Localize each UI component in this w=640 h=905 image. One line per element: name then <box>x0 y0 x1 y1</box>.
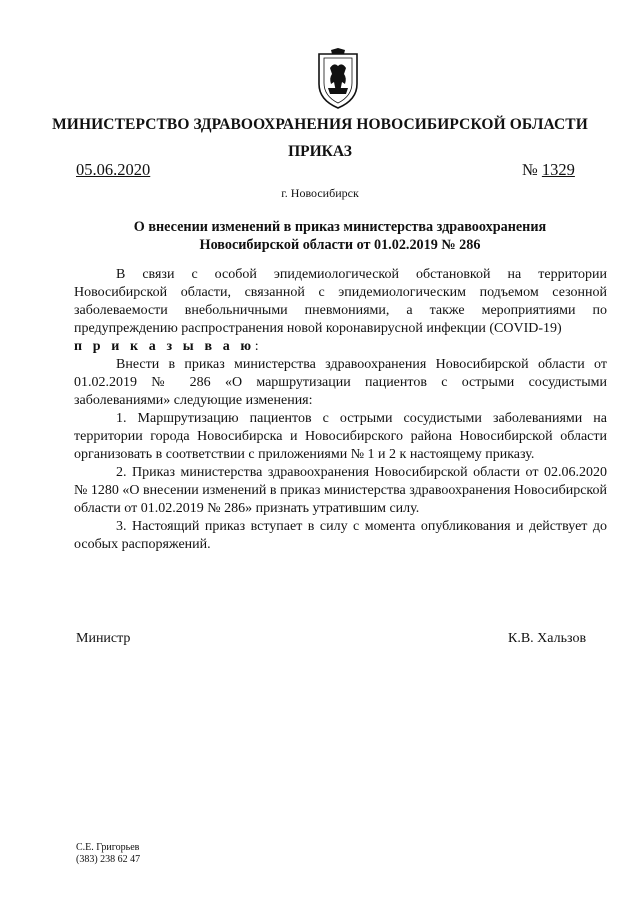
item-3: 3. Настоящий приказ вступает в силу с момента опубликования и действует до особых распоряжений. <box>74 519 607 552</box>
contact-person: С.Е. Григорьев <box>76 842 140 853</box>
number-prefix: № <box>522 160 538 179</box>
intro-paragraph: В связи с особой эпидемиологической обстановкой на территории Новосибирской области, связанной с эпидемиологическим подъемом сезонной заболеваемости внебольничными пневмониями, а также мероприятиями по предупреждению распространения новой коронавирусной инфекции (COVID-19) <box>74 267 607 336</box>
order-number <box>522 160 575 180</box>
ministry-name: МИНИСТЕРСТВО ЗДРАВООХРАНЕНИЯ НОВОСИБИРСКОЙ ОБЛАСТИ <box>52 116 588 133</box>
contact-phone: (383) 238 62 47 <box>76 854 141 865</box>
document-type: ПРИКАЗ <box>288 143 352 160</box>
signer-name: К.В. Хальзов <box>508 631 587 646</box>
signer-role: Министр <box>76 631 131 646</box>
order-colon: : <box>254 339 259 354</box>
number-value: 1329 <box>541 160 575 179</box>
subject-line-1: О внесении изменений в приказ министерства здравоохранения <box>133 219 547 235</box>
item-1: 1. Маршрутизацию пациентов с острыми сосудистыми заболеваниями на территории города Новосибирска и Новосибирского района Новосибирской области организовать в соответствии с приложениями № 1 и 2 к настоящему приказу. <box>74 411 607 462</box>
subject-line-2: Новосибирской области от 01.02.2019 № 286 <box>199 237 481 253</box>
order-date: 05.06.2020 <box>76 160 151 179</box>
order-body <box>74 266 607 554</box>
contact-block <box>76 842 140 866</box>
city: г. Новосибирск <box>281 186 359 200</box>
order-word: п р и к а з ы в а ю <box>74 339 255 354</box>
item-2: 2. Приказ министерства здравоохранения Новосибирской области от 02.06.2020 № 1280 «О внесении изменений в приказ министерства здравоохранения Новосибирской области от 01.02.2019 № 286» признать утратившим силу. <box>74 465 607 516</box>
coat-of-arms-icon <box>316 48 360 110</box>
order-subject <box>110 218 570 254</box>
amend-paragraph: Внести в приказ министерства здравоохранения Новосибирской области от 01.02.2019 № 286 «О маршрутизации пациентов с острыми сосудистыми заболеваниями» следующие изменения: <box>74 357 607 408</box>
order-word-line <box>74 338 607 356</box>
